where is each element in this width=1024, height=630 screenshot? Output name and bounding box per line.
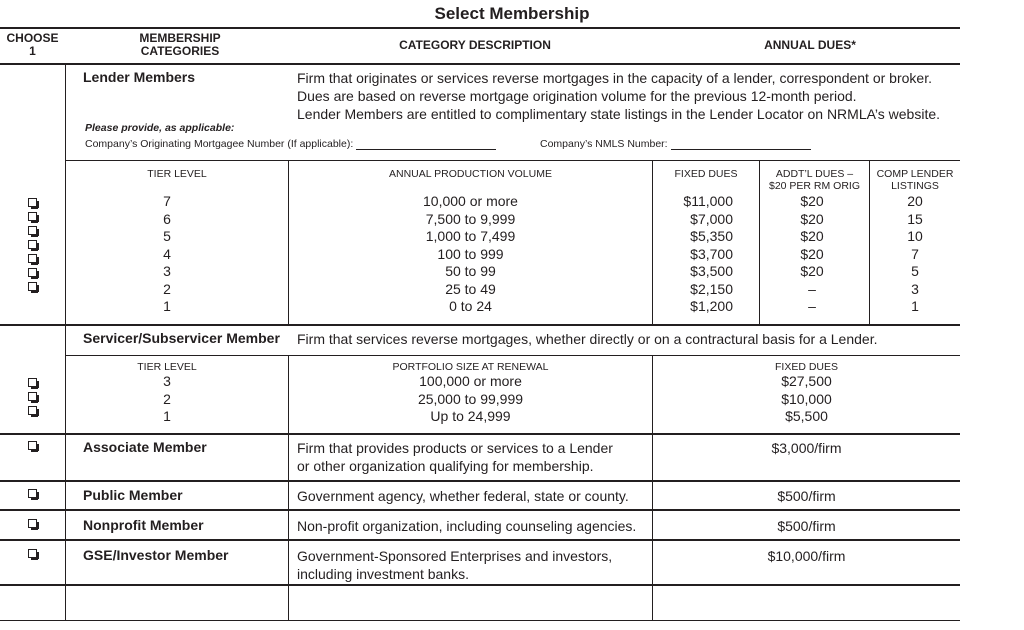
public-description: Government agency, whether federal, state or county. xyxy=(297,488,629,504)
servicer-checkboxes xyxy=(0,373,65,420)
lender-col-addtl-line1: ADDT’L DUES – xyxy=(775,168,854,180)
lender-tier-3-checkbox[interactable] xyxy=(28,254,37,263)
lender-description xyxy=(297,69,957,123)
header-categories xyxy=(120,32,240,58)
servicer-tier-2-checkbox[interactable] xyxy=(28,392,37,401)
public-category-name: Public Member xyxy=(83,487,183,503)
please-provide-text: Please provide, as applicable: xyxy=(85,122,235,134)
rule-top xyxy=(0,27,960,29)
rule-servicer-bottom xyxy=(0,433,960,435)
header-choose xyxy=(0,32,65,58)
nmls-number-label: Company’s NMLS Number: xyxy=(540,138,668,150)
col-divider-choose xyxy=(65,63,66,621)
lender-category-name: Lender Members xyxy=(83,69,196,85)
nonprofit-category-name: Nonprofit Member xyxy=(83,517,204,533)
lender-tier-2-checkbox[interactable] xyxy=(28,268,37,277)
table-cell-addtl: $20 xyxy=(800,210,824,227)
header-categories-line1: MEMBERSHIP xyxy=(139,31,221,45)
nonprofit-checkbox[interactable] xyxy=(28,519,37,528)
header-description: CATEGORY DESCRIPTION xyxy=(399,38,551,52)
rule-lender-sub xyxy=(65,160,960,161)
nonprofit-checkbox-cell xyxy=(0,514,65,533)
servicer-portfolio-column xyxy=(289,373,652,426)
table-cell-addtl: $20 xyxy=(800,245,824,262)
lender-tier-1-checkbox[interactable] xyxy=(28,282,37,291)
table-cell-tier: 5 xyxy=(163,228,171,244)
rule-bottom xyxy=(0,620,960,621)
header-choose-num: 1 xyxy=(29,44,36,58)
table-cell-fixed: $1,200 xyxy=(690,298,733,314)
table-cell-volume: 25 to 49 xyxy=(445,280,496,297)
rule-associate-bottom xyxy=(0,480,960,482)
table-cell-fixed: $7,000 xyxy=(690,210,733,227)
table-cell-tier: 2 xyxy=(163,280,171,297)
rule-header-bottom xyxy=(0,63,960,65)
table-cell-volume: 1,000 to 7,499 xyxy=(425,228,516,244)
associate-description xyxy=(297,439,613,475)
lender-col-addtl xyxy=(760,168,869,192)
rule-gse-bottom xyxy=(0,584,960,586)
servicer-tier-column xyxy=(66,373,268,426)
associate-desc-line2: or other organization qualifying for membership. xyxy=(297,458,594,474)
table-cell-comp: 10 xyxy=(907,228,923,244)
table-cell-addtl: – xyxy=(808,298,816,314)
rule-public-bottom xyxy=(0,509,960,511)
gse-checkbox-cell xyxy=(0,544,65,563)
nmls-number-input[interactable] xyxy=(671,139,811,150)
table-cell-volume: 50 to 99 xyxy=(445,263,496,279)
lender-tier-column xyxy=(66,193,268,316)
rule-lender-bottom xyxy=(0,324,960,326)
header-categories-line2: CATEGORIES xyxy=(140,44,220,58)
table-cell-portfolio: 25,000 to 99,999 xyxy=(417,390,524,407)
lender-desc-line3: Lender Members are entitled to complimentary state listings in the Lender Locator on NRMLA’s website. xyxy=(297,106,941,122)
table-cell-comp: 15 xyxy=(907,210,923,227)
servicer-col-portfolio: PORTFOLIO SIZE AT RENEWAL xyxy=(392,361,549,373)
public-dues: $500/firm xyxy=(777,488,836,504)
lender-please-provide xyxy=(85,122,234,134)
gse-checkbox[interactable] xyxy=(28,549,37,558)
table-cell-comp: 20 xyxy=(907,193,923,209)
table-cell-fixed: $3,700 xyxy=(690,245,733,262)
rule-servicer-sub xyxy=(65,355,960,356)
servicer-tier-1-checkbox[interactable] xyxy=(28,406,37,415)
servicer-col-fixed: FIXED DUES xyxy=(774,361,838,373)
lender-col-volume: ANNUAL PRODUCTION VOLUME xyxy=(389,168,552,180)
public-checkbox-cell xyxy=(0,484,65,503)
table-cell-fixed: $27,500 xyxy=(781,373,832,389)
associate-category-name: Associate Member xyxy=(83,439,207,455)
table-cell-addtl: $20 xyxy=(800,263,824,279)
lender-col-comp-line2: LISTINGS xyxy=(891,180,939,192)
table-cell-fixed: $5,350 xyxy=(690,228,733,244)
table-cell-tier: 1 xyxy=(163,408,171,424)
table-cell-tier: 3 xyxy=(163,263,171,279)
table-cell-portfolio: 100,000 or more xyxy=(419,373,522,389)
table-cell-tier: 2 xyxy=(163,390,171,407)
lender-tier-5-checkbox[interactable] xyxy=(28,226,37,235)
table-cell-tier: 4 xyxy=(163,245,171,262)
associate-checkbox-cell xyxy=(0,436,65,455)
table-cell-fixed: $11,000 xyxy=(683,193,733,209)
table-cell-fixed: $3,500 xyxy=(690,263,733,279)
header-dues: ANNUAL DUES* xyxy=(764,38,856,52)
table-cell-addtl: $20 xyxy=(800,228,824,244)
lender-desc-line2: Dues are based on reverse mortgage origination volume for the previous 12-month period. xyxy=(297,88,857,104)
table-cell-volume: 7,500 to 9,999 xyxy=(425,210,516,227)
lender-col-tier: TIER LEVEL xyxy=(147,168,207,180)
originating-number-input[interactable] xyxy=(356,139,496,150)
servicer-fixed-column xyxy=(653,373,960,426)
table-cell-comp: 3 xyxy=(911,280,919,297)
lender-tier-7-checkbox[interactable] xyxy=(28,198,37,207)
table-cell-tier: 1 xyxy=(163,298,171,314)
lender-col-comp-line1: COMP LENDER xyxy=(876,168,954,180)
table-cell-tier: 6 xyxy=(163,210,171,227)
nonprofit-dues: $500/firm xyxy=(777,518,836,534)
header-choose-label: CHOOSE xyxy=(6,31,59,45)
table-cell-comp: 5 xyxy=(911,263,919,279)
table-cell-tier: 7 xyxy=(163,193,171,209)
servicer-description: Firm that services reverse mortgages, whether directly or on a contractural basis for a Lender. xyxy=(297,331,878,347)
page-title: Select Membership xyxy=(434,4,590,23)
lender-desc-line1: Firm that originates or services reverse mortgages in the capacity of a lender, correspondent or broker. xyxy=(297,70,932,86)
public-checkbox[interactable] xyxy=(28,489,37,498)
servicer-col-tier: TIER LEVEL xyxy=(137,361,197,373)
table-cell-addtl: – xyxy=(808,280,816,297)
table-cell-fixed: $2,150 xyxy=(690,280,733,297)
associate-checkbox[interactable] xyxy=(28,441,37,450)
lender-col-comp xyxy=(870,168,960,192)
servicer-category-name: Servicer/Subservicer Member xyxy=(83,330,280,346)
rule-nonprofit-bottom xyxy=(0,539,960,541)
lender-tier-6-checkbox[interactable] xyxy=(28,212,37,221)
gse-dues: $10,000/firm xyxy=(767,548,846,564)
lender-comp-column xyxy=(870,193,960,316)
lender-col-fixed: FIXED DUES xyxy=(674,168,738,180)
associate-dues: $3,000/firm xyxy=(771,440,842,456)
table-cell-portfolio: Up to 24,999 xyxy=(430,408,511,424)
table-cell-volume: 0 to 24 xyxy=(449,298,492,314)
table-cell-fixed: $10,000 xyxy=(781,390,832,407)
table-cell-comp: 1 xyxy=(911,298,919,314)
lender-volume-column xyxy=(289,193,652,316)
originating-number-label: Company’s Originating Mortgagee Number (If applicable): xyxy=(85,138,354,150)
lender-tier-4-checkbox[interactable] xyxy=(28,240,37,249)
col-divider-category xyxy=(288,433,289,621)
table-cell-addtl: $20 xyxy=(800,193,824,209)
originating-number-field[interactable] xyxy=(85,138,496,150)
table-cell-volume: 10,000 or more xyxy=(423,193,518,209)
lender-checkboxes xyxy=(0,193,65,296)
nonprofit-description: Non-profit organization, including counseling agencies. xyxy=(297,518,637,534)
lender-col-addtl-line2: $20 PER RM ORIG xyxy=(768,180,861,192)
gse-desc-line2: including investment banks. xyxy=(297,566,469,582)
associate-desc-line1: Firm that provides products or services to a Lender xyxy=(297,440,613,456)
lender-fixed-column xyxy=(653,193,733,316)
gse-category-name: GSE/Investor Member xyxy=(83,547,229,563)
table-cell-tier: 3 xyxy=(163,373,171,389)
table-cell-volume: 100 to 999 xyxy=(437,245,504,262)
gse-desc-line1: Government-Sponsored Enterprises and investors, xyxy=(297,548,613,564)
table-cell-fixed: $5,500 xyxy=(785,408,828,424)
servicer-tier-3-checkbox[interactable] xyxy=(28,378,37,387)
table-cell-comp: 7 xyxy=(911,245,919,262)
nmls-number-field[interactable] xyxy=(540,138,811,150)
gse-description xyxy=(297,547,612,583)
lender-addtl-column xyxy=(760,193,864,316)
